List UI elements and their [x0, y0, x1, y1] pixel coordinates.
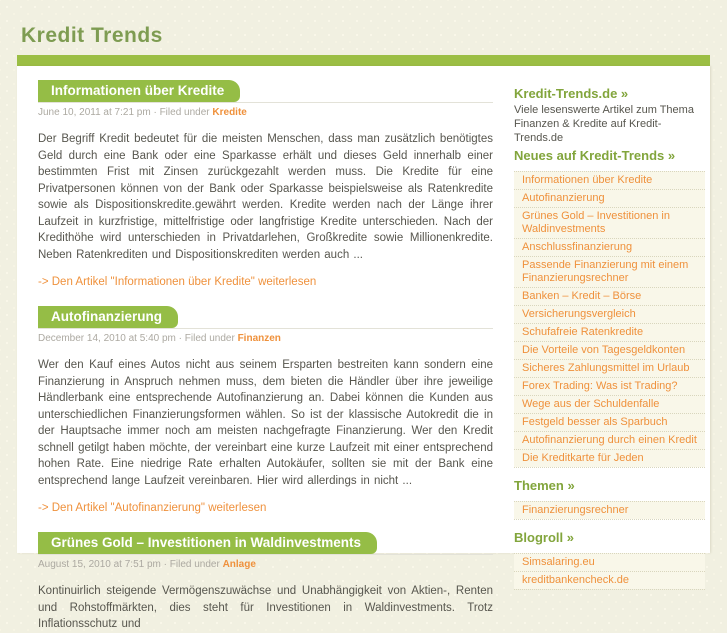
- site-header: [0, 0, 727, 48]
- post-date: June 10, 2011 at 7:21 pm: [38, 107, 151, 118]
- post-meta: [38, 559, 493, 570]
- sidebar-recent-item[interactable]: Forex Trading: Was ist Trading?: [514, 377, 705, 395]
- post-title-link[interactable]: Autofinanzierung: [38, 306, 178, 328]
- post-body: Wer den Kauf eines Autos nicht aus seinem Ersparten bestreiten kann sondern eine Finanzierung in Anspruch nehmen muss, dem bieten die Händler über ihre jeweilige Händlerbank eine entsprechende Autofinanzierung an. Dabei können die Kunden aus unterschiedlichen Finanzierungsformen wählen. So ist der klassische Autokredit die in der Hauptsache immer noch am meisten nachgefragte Finanzierung. Wer den Kredit schnell getilgt haben möchte, der vereinbart eine kurze Laufzeit mit einer entsprechend hohen Rate. Eine niedrige Rate erhalten Autokäufer, sollten sie mit der Bank eine entsprechend lange Laufzeit vereinbaren. Hier wird allerdings in nicht ...: [38, 359, 493, 487]
- content-panel: [17, 66, 710, 630]
- sidebar-recent-heading[interactable]: Neues auf Kredit-Trends »: [514, 148, 676, 163]
- post-meta: [38, 333, 493, 344]
- sidebar-recent-item[interactable]: Schufafreie Ratenkredite: [514, 323, 705, 341]
- sidebar-recent-item[interactable]: Die Kreditkarte für Jeden: [514, 449, 705, 467]
- sidebar-blogroll-heading[interactable]: Blogroll »: [514, 530, 574, 545]
- post-date: August 15, 2010 at 7:51 pm: [38, 559, 161, 570]
- sidebar-recent-item[interactable]: Grünes Gold – Investitionen in Waldinvestments: [514, 207, 705, 238]
- sidebar-recent-item[interactable]: Banken – Kredit – Börse: [514, 287, 705, 305]
- site-title-link[interactable]: Kredit Trends: [21, 24, 163, 47]
- post-header: [38, 532, 493, 555]
- sidebar-recent-item[interactable]: Informationen über Kredite: [514, 171, 705, 189]
- post-category-link[interactable]: Kredite: [212, 107, 247, 118]
- read-more-link[interactable]: -> Den Artikel "Autofinanzierung" weiterlesen: [38, 502, 267, 514]
- sidebar-recent-item[interactable]: Anschlussfinanzierung: [514, 238, 705, 256]
- filed-under-label: · Filed under: [163, 559, 220, 570]
- sidebar-recent-item[interactable]: Festgeld besser als Sparbuch: [514, 413, 705, 431]
- post-article: [38, 532, 493, 633]
- header-divider-bar: [17, 55, 710, 66]
- sidebar-about-description: Viele lesenswerte Artikel zum Thema Finanzen & Kredite auf Kredit-Trends.de: [514, 104, 694, 144]
- sidebar-topics-heading[interactable]: Themen »: [514, 478, 575, 493]
- sidebar-recent-item[interactable]: Versicherungsvergleich: [514, 305, 705, 323]
- post-article: [38, 306, 493, 514]
- post-title-link[interactable]: Grünes Gold – Investitionen in Waldinvestments: [38, 532, 377, 554]
- sidebar-blogroll-item[interactable]: kreditbankencheck.de: [514, 571, 705, 589]
- main-column: [17, 66, 493, 630]
- post-category-link[interactable]: Finanzen: [237, 333, 281, 344]
- post-date: December 14, 2010 at 5:40 pm: [38, 333, 176, 344]
- post-body: Kontinuirlich steigende Vermögenszuwächse und Unabhängigkeit von Aktien-, Renten und Rohstoffmärkten, dies steht für Investitionen in Waldinvestments. Trotz Inflationsschutz und: [38, 585, 493, 630]
- sidebar-recent-item[interactable]: Die Vorteile von Tagesgeldkonten: [514, 341, 705, 359]
- filed-under-label: · Filed under: [178, 333, 235, 344]
- post-body: Der Begriff Kredit bedeutet für die meisten Menschen, dass man zusätzlich benötigtes Geld durch eine Bank oder eine Sparkasse erhält und dieses Geld innerhalb einer bestimmten Frist mit Zinsen zurückgezahlt werden muss. Die Kredite für eine Privatpersonen können von der Bank oder Sparkasse beispielsweise als Ratenkredite sowie als Dispositionskredite.gewährt werden. Kredite werden nach der Länge ihrer Laufzeit in kurzfristige, mittelfristige oder langfristige Kredite unterschieden. Nach der Kredithöhe wird unterschieden in Privatdarlehen, Großkredite sowie Millionenkredite. Neben Ratenkrediten und Dispositionskrediten werden auch ...: [38, 133, 493, 261]
- sidebar-topics-list: [514, 501, 705, 520]
- read-more-link[interactable]: -> Den Artikel "Informationen über Kredite" weiterlesen: [38, 276, 317, 288]
- post-header: [38, 306, 493, 329]
- sidebar-recent-item[interactable]: Wege aus der Schuldenfalle: [514, 395, 705, 413]
- filed-under-label: · Filed under: [153, 107, 210, 118]
- sidebar-recent-item[interactable]: Autofinanzierung durch einen Kredit: [514, 431, 705, 449]
- post-title-link[interactable]: Informationen über Kredite: [38, 80, 240, 102]
- sidebar-recent-item[interactable]: Sicheres Zahlungsmittel im Urlaub: [514, 359, 705, 377]
- post-category-link[interactable]: Anlage: [222, 559, 256, 570]
- sidebar-recent-item[interactable]: Autofinanzierung: [514, 189, 705, 207]
- sidebar-blogroll-item[interactable]: Simsalaring.eu: [514, 553, 705, 571]
- sidebar-topic-item[interactable]: Finanzierungsrechner: [514, 501, 705, 519]
- post-header: [38, 80, 493, 103]
- sidebar-blogroll-list: [514, 553, 705, 590]
- sidebar-recent-item[interactable]: Passende Finanzierung mit einem Finanzierungsrechner: [514, 256, 705, 287]
- sidebar: [514, 66, 705, 586]
- post-meta: [38, 107, 493, 118]
- sidebar-recent-list: [514, 171, 705, 468]
- sidebar-about-heading[interactable]: Kredit-Trends.de »: [514, 86, 629, 101]
- post-article: [38, 80, 493, 288]
